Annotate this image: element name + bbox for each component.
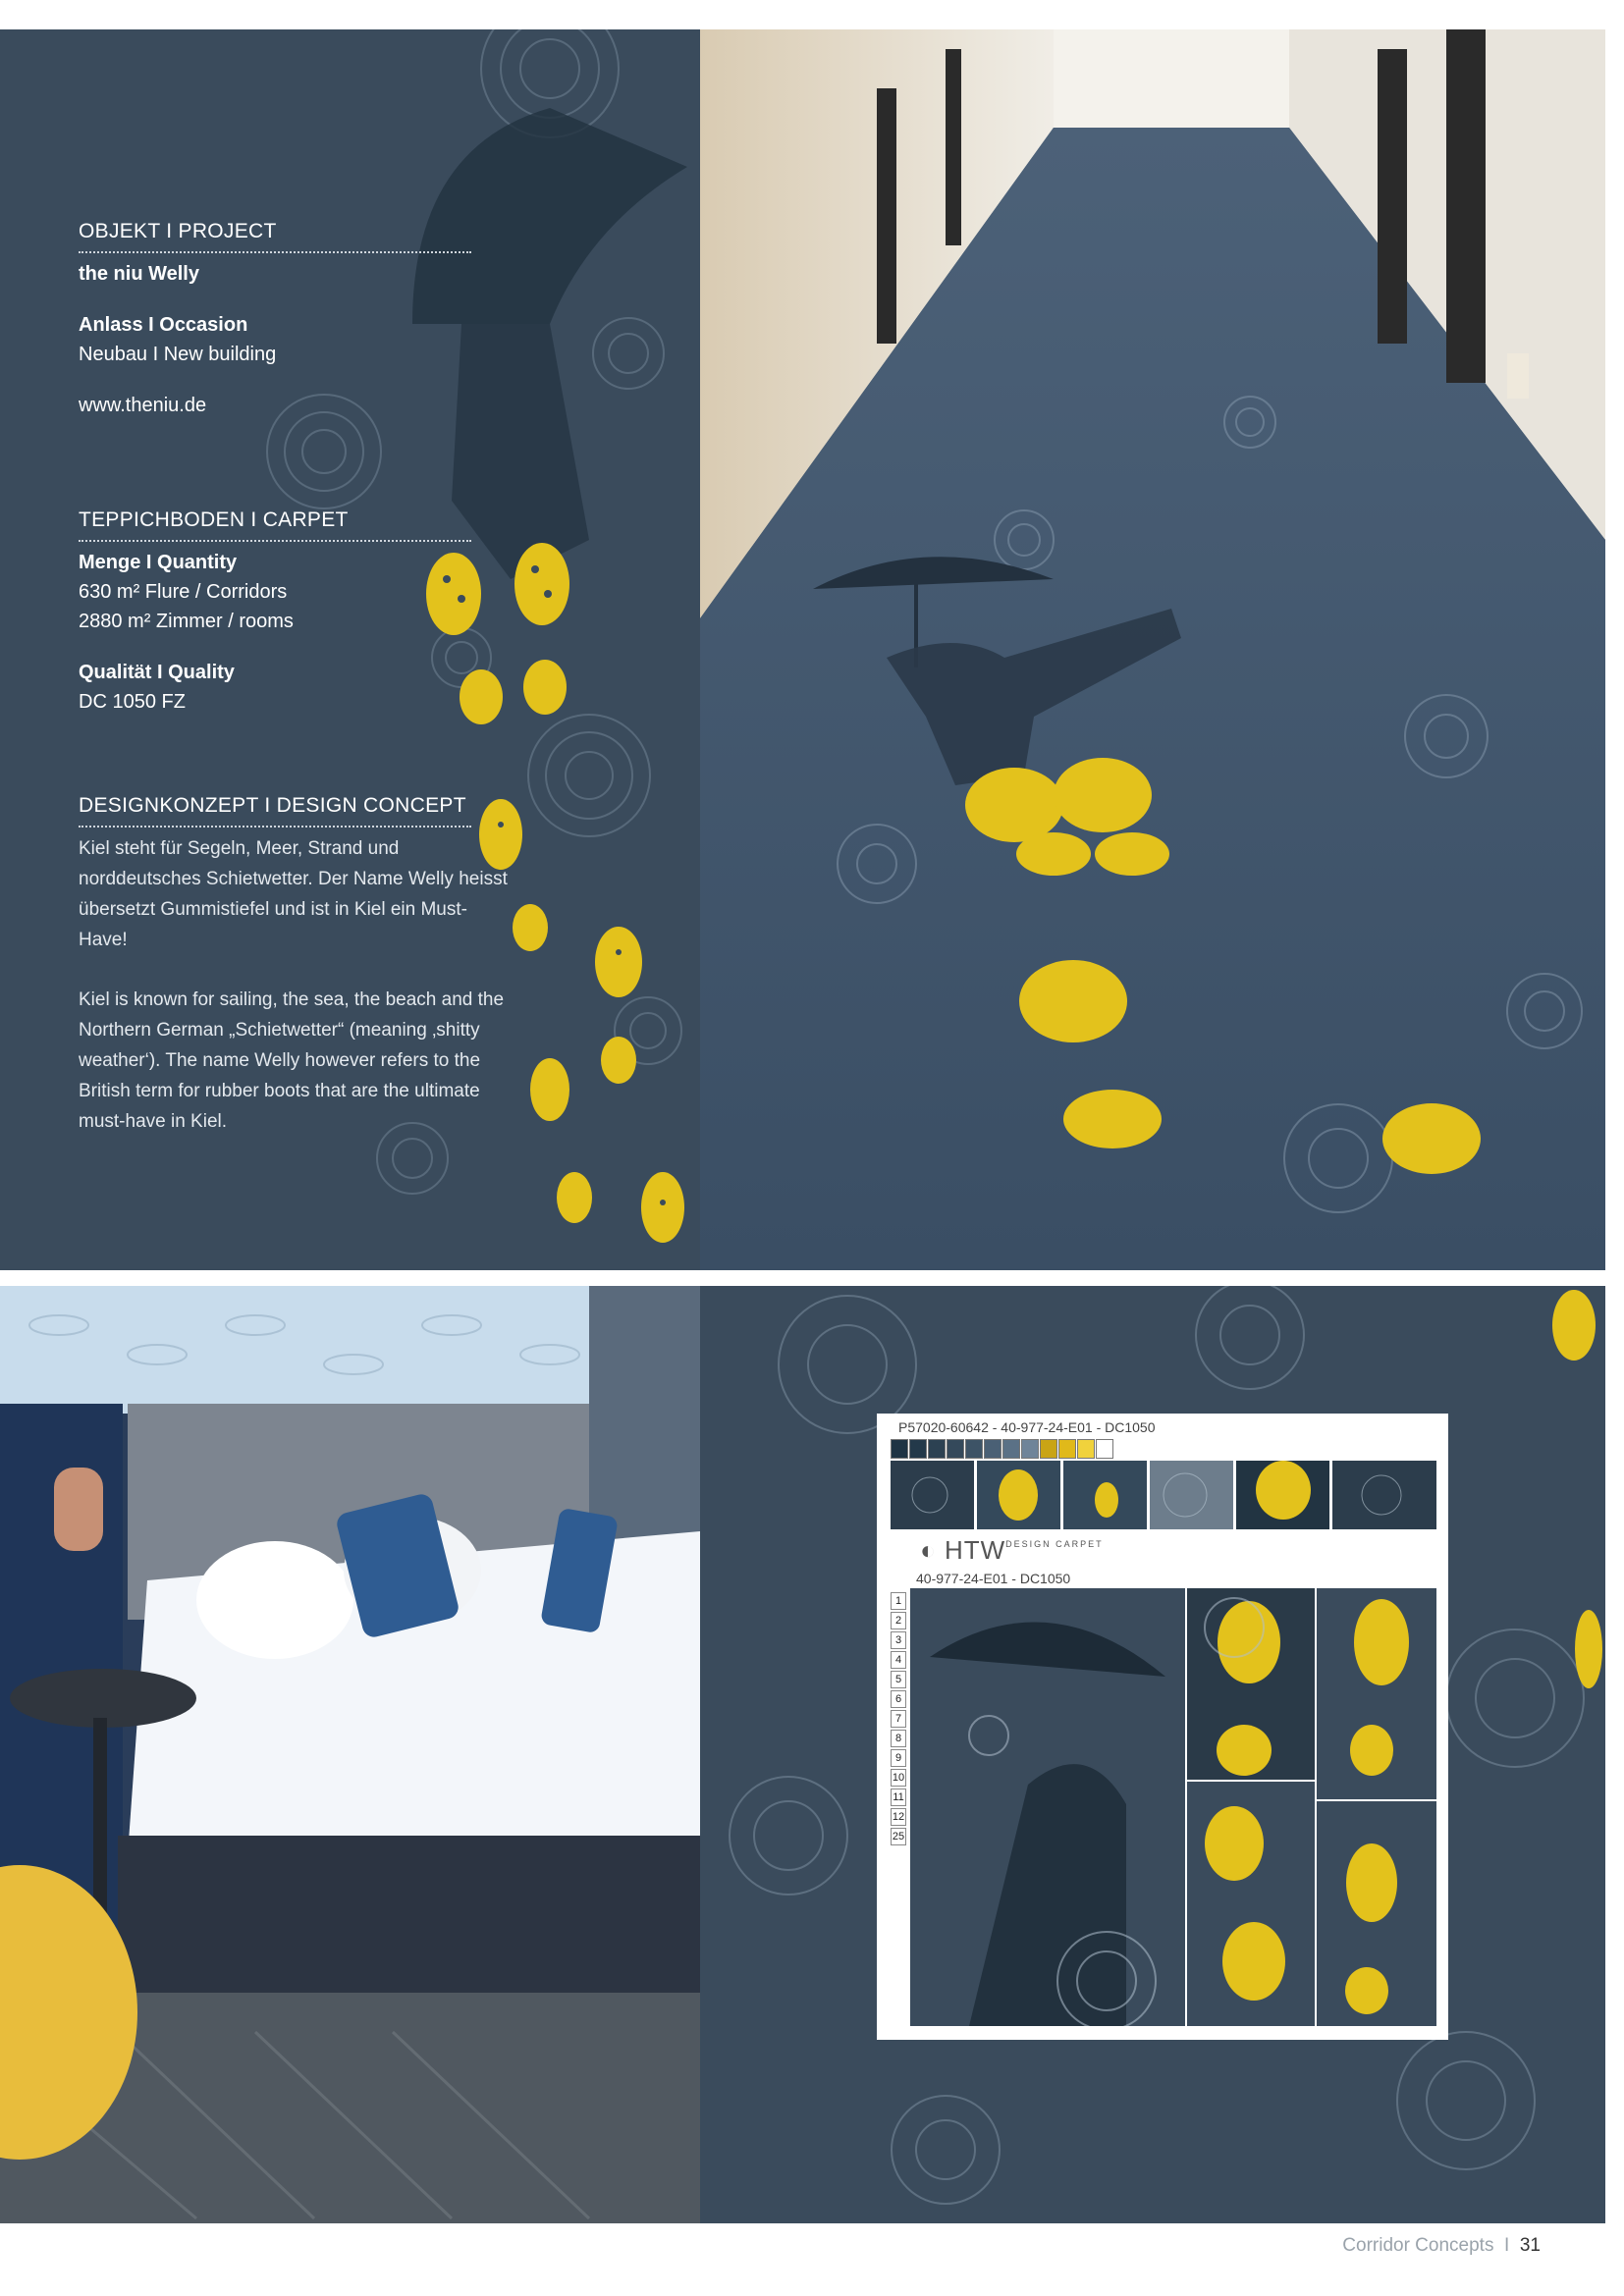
color-swatch xyxy=(1058,1439,1076,1459)
divider xyxy=(79,540,471,542)
color-swatch xyxy=(928,1439,946,1459)
occasion-label: Anlass I Occasion xyxy=(79,313,248,336)
color-swatch xyxy=(891,1439,908,1459)
color-index-list xyxy=(891,1592,906,1847)
color-swatch xyxy=(965,1439,983,1459)
color-index-item: 6 xyxy=(891,1690,906,1708)
divider xyxy=(79,251,471,253)
room-illustration xyxy=(0,1286,700,2223)
design-heading: DESIGNKONZEPT I DESIGN CONCEPT xyxy=(79,794,466,817)
htw-logo: ◐ HTWDESIGN CARPET xyxy=(920,1535,1104,1565)
quality-value: DC 1050 FZ xyxy=(79,690,186,713)
carpet-sample-panel xyxy=(700,1286,1605,2223)
color-index-item: 8 xyxy=(891,1730,906,1747)
quantity-rooms: 2880 m² Zimmer / rooms xyxy=(79,610,294,632)
page-number: 31 xyxy=(1519,2235,1541,2256)
color-index-item: 1 xyxy=(891,1592,906,1610)
color-index-item: 11 xyxy=(891,1789,906,1806)
brand-name: HTW xyxy=(944,1535,1006,1565)
design-section xyxy=(79,790,511,1137)
footer-section: Corridor Concepts xyxy=(1342,2235,1494,2256)
color-swatch xyxy=(1021,1439,1039,1459)
carpet-section xyxy=(79,505,471,717)
color-swatch xyxy=(1040,1439,1057,1459)
sample-code-bottom: 40-977-24-E01 - DC1050 xyxy=(916,1571,1071,1586)
page-footer xyxy=(1342,2235,1541,2257)
occasion-value: Neubau I New building xyxy=(79,343,277,365)
quantity-corridors: 630 m² Flure / Corridors xyxy=(79,580,288,603)
color-swatch xyxy=(909,1439,927,1459)
design-text-de: Kiel steht für Segeln, Meer, Strand und norddeutsches Schietwetter. Der Name Welly heisst übersetzt Gummistiefel und ist in Kiel ein Must-Have! xyxy=(79,837,508,950)
pattern-thumbnails xyxy=(891,1461,1436,1529)
color-index-item: 7 xyxy=(891,1710,906,1728)
color-index-item: 5 xyxy=(891,1671,906,1688)
color-index-item: 9 xyxy=(891,1749,906,1767)
sample-code-top: P57020-60642 - 40-977-24-E01 - DC1050 xyxy=(898,1419,1156,1435)
color-index-item: 12 xyxy=(891,1808,906,1826)
project-heading: OBJEKT I PROJECT xyxy=(79,220,277,242)
color-index-item: 25 xyxy=(891,1828,906,1845)
quality-label: Qualität I Quality xyxy=(79,661,235,683)
divider xyxy=(79,826,471,828)
sample-card xyxy=(877,1414,1448,2040)
brand-sub: DESIGN CARPET xyxy=(1005,1539,1104,1549)
carpet-heading: TEPPICHBODEN I CARPET xyxy=(79,508,349,531)
project-website-link[interactable]: www.theniu.de xyxy=(79,394,207,416)
quantity-label: Menge I Quantity xyxy=(79,551,238,573)
color-swatch xyxy=(1002,1439,1020,1459)
project-section xyxy=(79,216,471,420)
carpet-pattern-preview xyxy=(910,1588,1436,2026)
footer-separator: I xyxy=(1504,2235,1510,2256)
color-swatch xyxy=(984,1439,1001,1459)
project-name: the niu Welly xyxy=(79,262,199,285)
color-swatch xyxy=(947,1439,964,1459)
color-index-item: 10 xyxy=(891,1769,906,1787)
color-index-item: 3 xyxy=(891,1631,906,1649)
color-swatches xyxy=(891,1439,1114,1459)
design-text-en: Kiel is known for sailing, the sea, the beach and the Northern German „Schietwetter“ (meaning ‚shitty weather‘). The name Welly however refers to the British term for rubber boots that are the ultimate must-have in Kiel. xyxy=(79,988,505,1132)
hotel-room-photo xyxy=(0,1286,700,2223)
color-swatch xyxy=(1077,1439,1095,1459)
color-swatch xyxy=(1096,1439,1113,1459)
corridor-photo xyxy=(700,29,1605,1270)
color-index-item: 4 xyxy=(891,1651,906,1669)
project-info-panel xyxy=(0,29,700,1270)
color-index-item: 2 xyxy=(891,1612,906,1629)
corridor-illustration xyxy=(700,29,1605,1270)
